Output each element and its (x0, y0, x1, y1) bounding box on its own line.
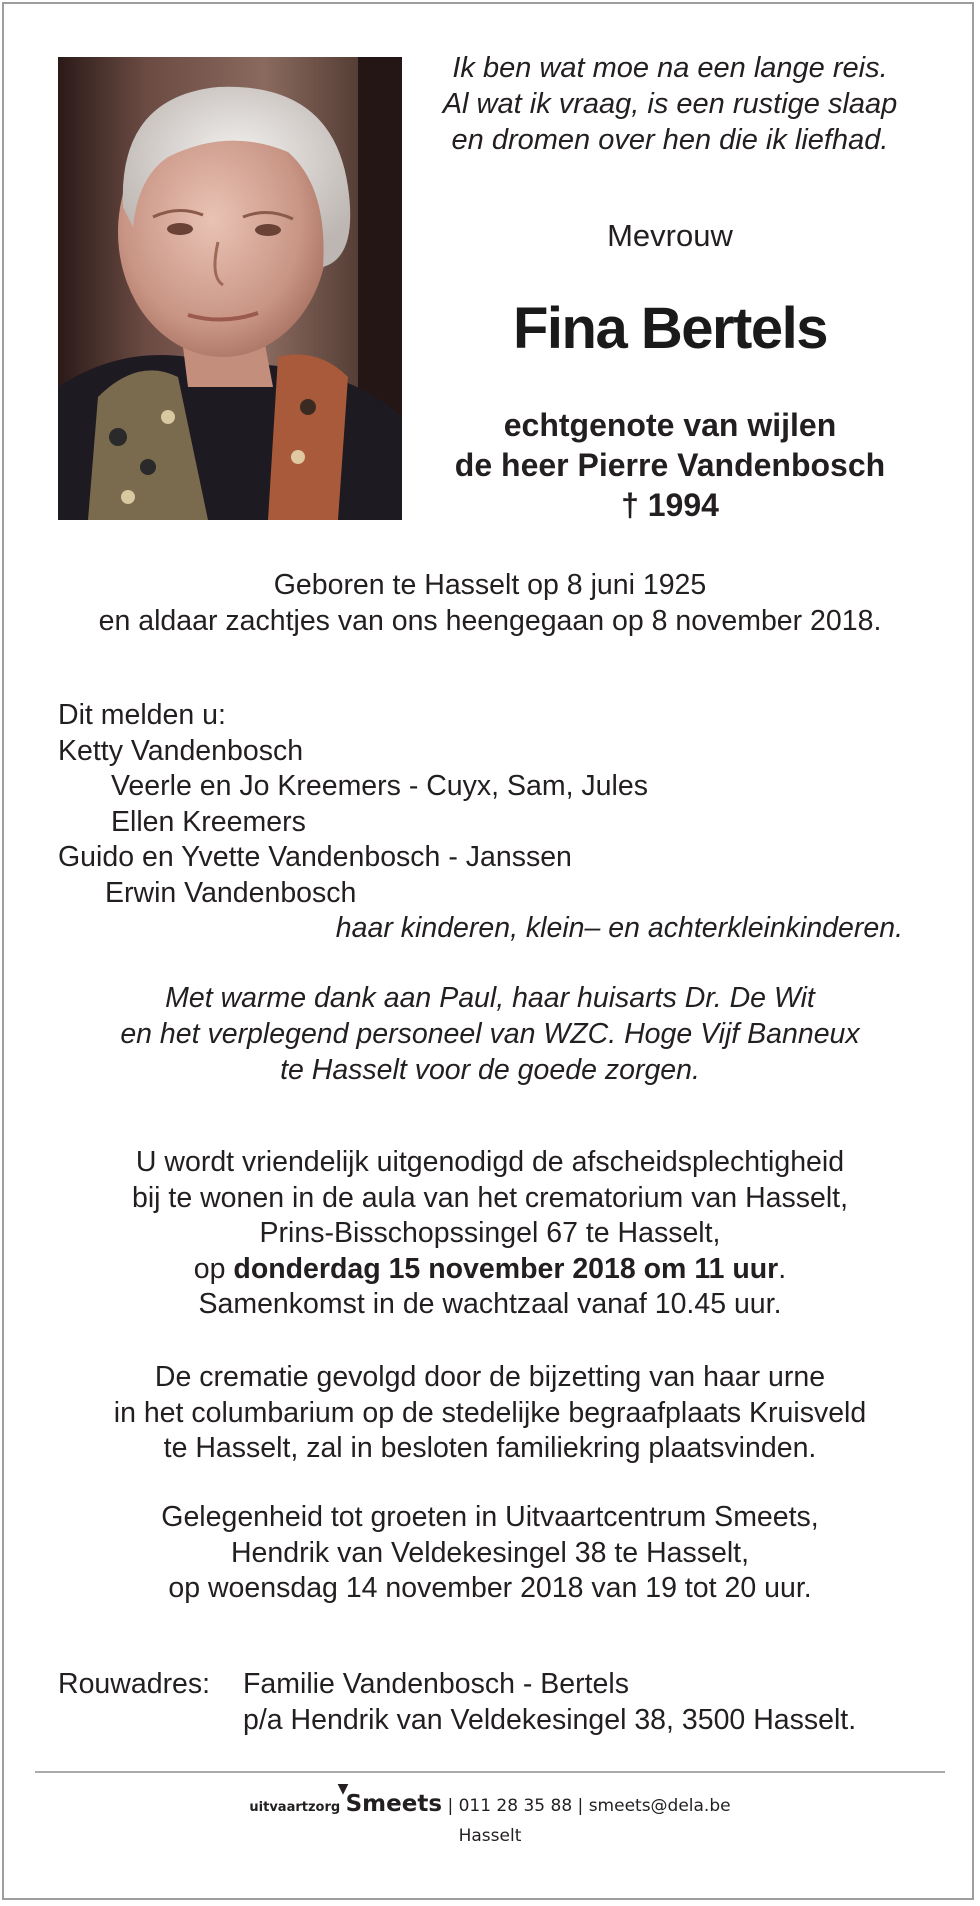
footer-separator: | (577, 1796, 589, 1816)
spouse-line: echtgenote van wijlen (503, 407, 837, 443)
ceremony-invitation (40, 1145, 940, 1323)
invite-line: bij te wonen in de aula van het crematorium van Hasselt, (131, 1181, 849, 1214)
mourning-address-line1: Familie Vandenbosch - Bertels (243, 1668, 629, 1700)
greeting-line: Gelegenheid tot groeten in Uitvaartcentrum Smeets, (161, 1501, 819, 1533)
deceased-name: Fina Bertels (513, 296, 827, 361)
family-member: Ketty Vandenbosch (58, 734, 304, 767)
footer-brand (337, 1781, 443, 1817)
poem-line: en dromen over hen die ik liefhad. (451, 124, 889, 156)
birth-line: Geboren te Hasselt op 8 juni 1925 (273, 569, 707, 601)
cremation-line: De crematie gevolgd door de bijzetting van haar urne (154, 1361, 826, 1393)
thanks-note (40, 980, 940, 1088)
greeting-info (40, 1500, 940, 1607)
invite-line: U wordt vriendelijk uitgenodigd de afscheidsplechtigheid (135, 1146, 845, 1178)
death-line: en aldaar zachtjes van ons heengegaan op 8 november 2018. (98, 605, 882, 637)
date-prefix: op (193, 1252, 234, 1285)
footer-divider (35, 1771, 945, 1773)
footer-brand-name: Smeets (345, 1791, 443, 1817)
thanks-line: en het verplegend personeel van WZC. Hoge Vijf Banneux (120, 1018, 860, 1050)
cremation-line: te Hasselt, zal in besloten familiekring plaatsvinden. (163, 1432, 817, 1464)
spouse-death-year: † 1994 (621, 487, 719, 523)
footer-prefix: uitvaartzorg (249, 1800, 341, 1815)
family-roles: haar kinderen, klein– en achterkleinkinderen. (335, 912, 903, 944)
cremation-line: in het columbarium op de stedelijke begraafplaats Kruisveld (113, 1396, 867, 1429)
poem-line: Al wat ik vraag, is een rustige slaap (442, 88, 898, 120)
thanks-line: te Hasselt voor de goede zorgen. (280, 1054, 700, 1086)
family-intro: Dit melden u: (58, 699, 226, 731)
footer-email[interactable]: smeets@dela.be (588, 1796, 731, 1816)
gathering-time: Samenkomst in de wachtzaal vanaf 10.45 uur. (198, 1288, 782, 1320)
ceremony-date (40, 1252, 940, 1288)
poem-line: Ik ben wat moe na een lange reis. (452, 52, 888, 84)
cremation-info (40, 1360, 940, 1467)
triangle-icon: ▼ (337, 1781, 349, 1797)
footer-city: Hasselt (458, 1826, 522, 1846)
family-member: Veerle en Jo Kreemers - Cuyx, Sam, Jules (111, 770, 648, 802)
funeral-home-footer (0, 1781, 980, 1850)
thanks-line: Met warme dank aan Paul, haar huisarts Dr. De Wit (165, 982, 815, 1014)
family-member: Guido en Yvette Vandenbosch - Janssen (58, 841, 572, 873)
spouse-info (420, 405, 920, 525)
mourning-address-label: Rouwadres: (58, 1668, 211, 1700)
family-member: Erwin Vandenbosch (105, 876, 357, 909)
poem (420, 50, 920, 158)
mourning-address (58, 1667, 938, 1738)
date-bold: donderdag 15 november 2018 om 11 uur (233, 1252, 779, 1285)
portrait-photo (58, 57, 402, 520)
invite-line: Prins-Bisschopssingel 67 te Hasselt, (259, 1217, 721, 1249)
family-member: Ellen Kreemers (111, 805, 306, 838)
spouse-line: de heer Pierre Vandenbosch (454, 447, 886, 483)
greeting-line: op woensdag 14 november 2018 van 19 tot 20 uur. (168, 1572, 812, 1604)
mourning-address-line2: p/a Hendrik van Veldekesingel 38, 3500 Hasselt. (243, 1703, 857, 1736)
greeting-line: Hendrik van Veldekesingel 38 te Hasselt, (230, 1536, 750, 1569)
footer-separator: | (447, 1796, 459, 1816)
date-suffix: . (778, 1252, 787, 1285)
birth-death-info (40, 567, 940, 639)
family-list (58, 698, 918, 947)
honorific: Mevrouw (607, 218, 733, 253)
footer-phone[interactable]: 011 28 35 88 (458, 1796, 573, 1816)
